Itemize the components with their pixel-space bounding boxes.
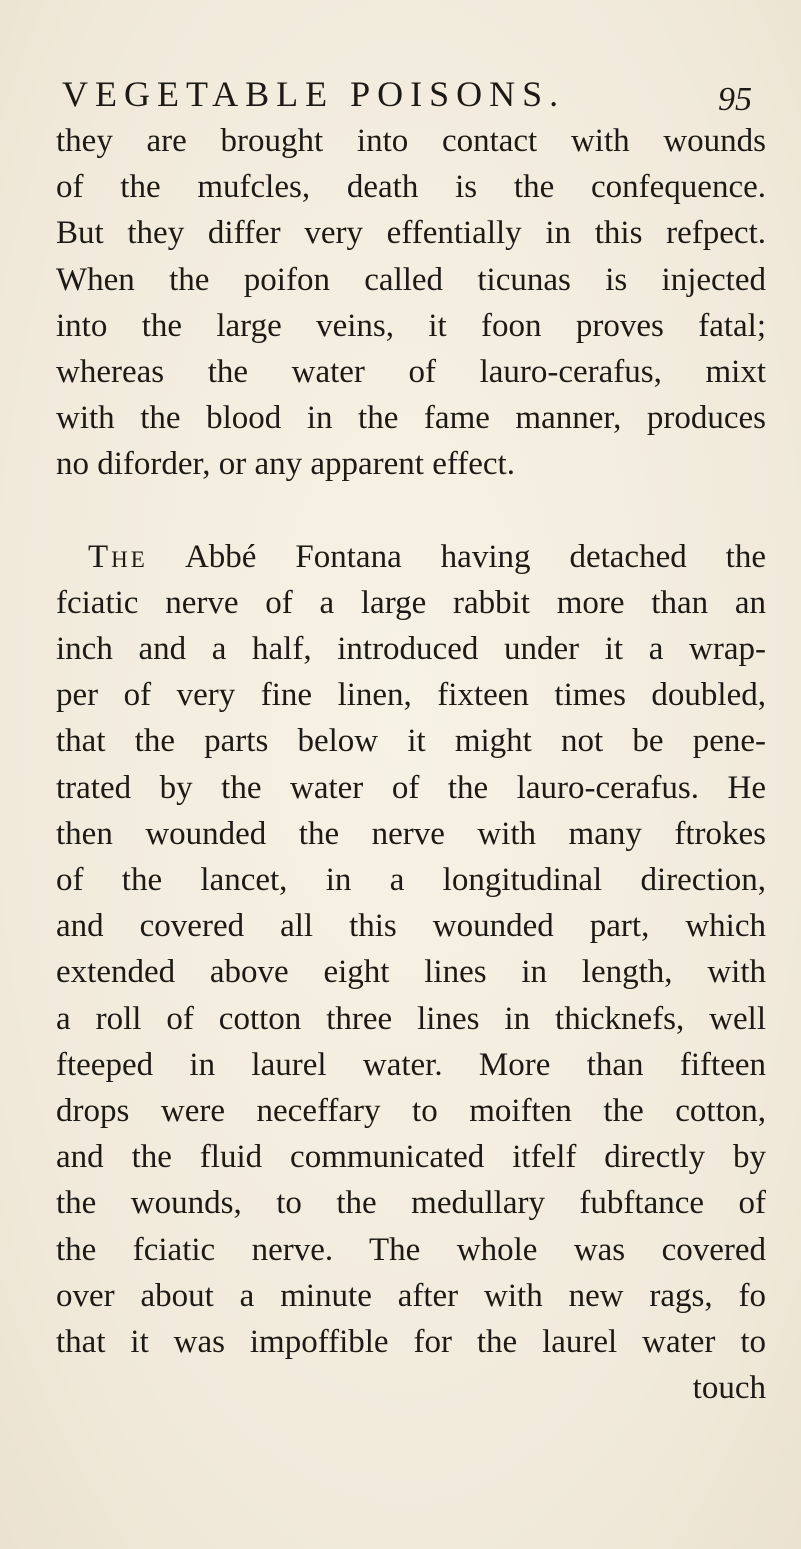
text-line: the wounds, to the medullary fubftance of bbox=[56, 1185, 766, 1222]
running-head bbox=[62, 70, 752, 118]
text-line: and the fluid communicated itfelf directly by bbox=[56, 1139, 766, 1176]
text-line: of the mufcles, death is the confequence. bbox=[56, 169, 766, 206]
text-line: no diforder, or any apparent effect. bbox=[56, 446, 515, 483]
text-line: a roll of cotton three lines in thicknefs, well bbox=[56, 1000, 766, 1037]
text-line: But they differ very effentially in this refpect. bbox=[56, 215, 766, 252]
text-line: inch and a half, introduced under it a wrap- bbox=[56, 631, 766, 668]
opening-word: The bbox=[88, 538, 148, 575]
text-line: they are brought into contact with wounds bbox=[56, 123, 766, 159]
text-line: fciatic nerve of a large rabbit more than an bbox=[56, 584, 766, 621]
text-line: of the lancet, in a longitudinal direction, bbox=[56, 862, 766, 898]
running-title: VEGETABLE POISONS. bbox=[62, 74, 566, 114]
body-text bbox=[56, 118, 766, 1411]
text-line: that it was impoffible for the laurel water to bbox=[56, 1323, 766, 1360]
text-line: extended above eight lines in length, with bbox=[56, 954, 766, 991]
text-line: and covered all this wounded part, which bbox=[56, 908, 766, 945]
page-number: 95 bbox=[718, 81, 752, 118]
paragraph-break bbox=[56, 488, 766, 534]
text-line: whereas the water of lauro-cerafus, mixt bbox=[56, 353, 766, 390]
text-line: that the parts below it might not be pene- bbox=[56, 723, 766, 760]
text-line: When the poifon called ticunas is injected bbox=[56, 261, 766, 298]
text-line: trated by the water of the lauro-cerafus. He bbox=[56, 769, 766, 806]
text-line: drops were neceffary to moiften the cotton, bbox=[56, 1092, 766, 1129]
text-line: the fciatic nerve. The whole was covered bbox=[56, 1231, 766, 1268]
text-line: into the large veins, it foon proves fatal; bbox=[56, 307, 766, 344]
text-line: then wounded the nerve with many ftrokes bbox=[56, 815, 766, 852]
text-line: over about a minute after with new rags, fo bbox=[56, 1277, 766, 1314]
text-line: with the blood in the fame manner, produces bbox=[56, 400, 766, 437]
paragraph-opening-line bbox=[56, 534, 766, 580]
opening-line-rest: Abbé Fontana having detached the bbox=[184, 538, 766, 575]
catchword: touch bbox=[692, 1370, 766, 1407]
text-line: fteeped in laurel water. More than fifteen bbox=[56, 1046, 766, 1083]
text-line: per of very fine linen, fixteen times doubled, bbox=[56, 677, 766, 714]
